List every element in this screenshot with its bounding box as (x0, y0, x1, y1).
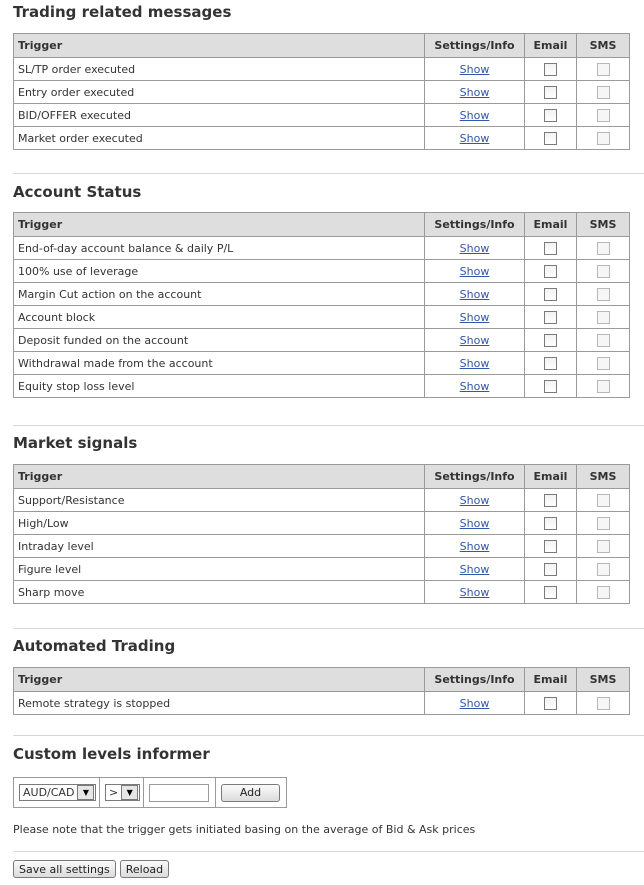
sms-checkbox (597, 494, 610, 507)
email-column-header: Email (525, 668, 577, 692)
pair-cell (14, 778, 100, 807)
show-link[interactable]: Show (459, 333, 490, 347)
sms-checkbox (597, 63, 610, 76)
section-title: Account Status (13, 183, 142, 201)
show-link[interactable]: Show (459, 493, 490, 507)
email-column-header: Email (525, 213, 577, 237)
trigger-label: Intraday level (14, 535, 425, 558)
currency-pair-value: AUD/CAD (23, 786, 75, 799)
sms-cell (577, 352, 630, 375)
operator-cell (100, 778, 144, 807)
sms-checkbox (597, 288, 610, 301)
email-cell (525, 104, 577, 127)
save-all-settings-button[interactable]: Save all settings (13, 860, 116, 878)
section-divider (13, 851, 644, 852)
email-cell (525, 558, 577, 581)
table-header-row (14, 213, 630, 237)
settings-cell (425, 512, 525, 535)
average-price-note: Please note that the trigger gets initiated basing on the average of Bid & Ask prices (13, 823, 476, 836)
chevron-down-icon[interactable]: ▼ (77, 785, 94, 800)
add-button[interactable]: Add (221, 784, 280, 802)
trigger-label: Account block (14, 306, 425, 329)
sms-checkbox (597, 109, 610, 122)
show-link[interactable]: Show (459, 85, 490, 99)
trigger-label: 100% use of leverage (14, 260, 425, 283)
table-row (14, 58, 630, 81)
email-checkbox[interactable] (544, 380, 557, 393)
settings-cell (425, 260, 525, 283)
email-checkbox[interactable] (544, 86, 557, 99)
email-column-header: Email (525, 465, 577, 489)
trigger-label: Deposit funded on the account (14, 329, 425, 352)
email-cell (525, 127, 577, 150)
trigger-label: Margin Cut action on the account (14, 283, 425, 306)
sms-checkbox (597, 697, 610, 710)
settings-cell (425, 127, 525, 150)
section-title: Market signals (13, 434, 138, 452)
show-link[interactable]: Show (459, 585, 490, 599)
operator-select[interactable] (105, 784, 140, 801)
email-cell (525, 260, 577, 283)
trigger-rows (14, 692, 630, 715)
sms-column-header: SMS (577, 465, 630, 489)
email-cell (525, 306, 577, 329)
show-link[interactable]: Show (459, 310, 490, 324)
sms-checkbox (597, 380, 610, 393)
sms-cell (577, 104, 630, 127)
show-link[interactable]: Show (459, 539, 490, 553)
show-link[interactable]: Show (459, 696, 490, 710)
settings-column-header: Settings/Info (425, 213, 525, 237)
section-divider (13, 425, 644, 426)
trigger-table (13, 212, 630, 398)
sms-cell (577, 260, 630, 283)
email-column-header: Email (525, 34, 577, 58)
table-row (14, 512, 630, 535)
settings-cell (425, 104, 525, 127)
table-row (14, 104, 630, 127)
sms-checkbox (597, 265, 610, 278)
sms-checkbox (597, 517, 610, 530)
table-header-row (14, 34, 630, 58)
settings-cell (425, 692, 525, 715)
level-input[interactable] (149, 784, 209, 802)
show-link[interactable]: Show (459, 516, 490, 530)
email-checkbox[interactable] (544, 109, 557, 122)
email-checkbox[interactable] (544, 586, 557, 599)
sms-cell (577, 283, 630, 306)
trigger-column-header: Trigger (14, 34, 425, 58)
footer-actions (13, 860, 169, 878)
table-row (14, 558, 630, 581)
email-checkbox[interactable] (544, 311, 557, 324)
sms-checkbox (597, 86, 610, 99)
trigger-label: Withdrawal made from the account (14, 352, 425, 375)
trigger-label: BID/OFFER executed (14, 104, 425, 127)
table-row (14, 581, 630, 604)
trigger-label: Figure level (14, 558, 425, 581)
sms-cell (577, 127, 630, 150)
sms-cell (577, 581, 630, 604)
email-cell (525, 283, 577, 306)
trigger-label: Entry order executed (14, 81, 425, 104)
sms-cell (577, 329, 630, 352)
trigger-table (13, 464, 630, 604)
settings-cell (425, 535, 525, 558)
operator-value: > (109, 786, 119, 799)
sms-checkbox (597, 242, 610, 255)
trigger-column-header: Trigger (14, 213, 425, 237)
table-header-row (14, 465, 630, 489)
table-row (14, 692, 630, 715)
table-row (14, 81, 630, 104)
table-row (14, 489, 630, 512)
sms-cell (577, 535, 630, 558)
email-cell (525, 581, 577, 604)
settings-cell (425, 237, 525, 260)
section-title: Trading related messages (13, 3, 232, 21)
sms-checkbox (597, 311, 610, 324)
email-cell (525, 489, 577, 512)
email-cell (525, 512, 577, 535)
settings-column-header: Settings/Info (425, 34, 525, 58)
email-checkbox[interactable] (544, 265, 557, 278)
sms-column-header: SMS (577, 668, 630, 692)
email-checkbox[interactable] (544, 697, 557, 710)
settings-cell (425, 81, 525, 104)
table-row (14, 260, 630, 283)
show-link[interactable]: Show (459, 62, 490, 76)
email-cell (525, 81, 577, 104)
settings-cell (425, 581, 525, 604)
email-checkbox[interactable] (544, 63, 557, 76)
email-checkbox[interactable] (544, 540, 557, 553)
email-cell (525, 375, 577, 398)
table-row (14, 535, 630, 558)
email-cell (525, 692, 577, 715)
table-row (14, 306, 630, 329)
settings-cell (425, 558, 525, 581)
sms-checkbox (597, 586, 610, 599)
chevron-down-icon[interactable]: ▼ (121, 785, 138, 800)
trigger-label: SL/TP order executed (14, 58, 425, 81)
settings-cell (425, 283, 525, 306)
email-cell (525, 352, 577, 375)
table-row (14, 127, 630, 150)
email-cell (525, 535, 577, 558)
sms-checkbox (597, 334, 610, 347)
email-cell (525, 237, 577, 260)
show-link[interactable]: Show (459, 562, 490, 576)
sms-cell (577, 375, 630, 398)
trigger-table (13, 33, 630, 150)
table-row (14, 237, 630, 260)
email-checkbox[interactable] (544, 494, 557, 507)
show-link[interactable]: Show (459, 264, 490, 278)
table-header-row (14, 668, 630, 692)
show-link[interactable]: Show (459, 131, 490, 145)
trigger-rows (14, 489, 630, 604)
section-divider (13, 735, 644, 736)
settings-cell (425, 352, 525, 375)
reload-button[interactable]: Reload (120, 860, 169, 878)
sms-checkbox (597, 540, 610, 553)
sms-cell (577, 58, 630, 81)
trigger-label: Equity stop loss level (14, 375, 425, 398)
sms-cell (577, 489, 630, 512)
sms-cell (577, 81, 630, 104)
settings-cell (425, 489, 525, 512)
sms-column-header: SMS (577, 34, 630, 58)
email-checkbox[interactable] (544, 242, 557, 255)
sms-checkbox (597, 357, 610, 370)
sms-cell (577, 692, 630, 715)
trigger-rows (14, 237, 630, 398)
trigger-rows (14, 58, 630, 150)
table-row (14, 375, 630, 398)
sms-cell (577, 512, 630, 535)
email-checkbox[interactable] (544, 517, 557, 530)
email-checkbox[interactable] (544, 288, 557, 301)
trigger-label: Remote strategy is stopped (14, 692, 425, 715)
settings-cell (425, 58, 525, 81)
email-cell (525, 329, 577, 352)
settings-cell (425, 306, 525, 329)
sms-checkbox (597, 563, 610, 576)
settings-column-header: Settings/Info (425, 668, 525, 692)
show-link[interactable]: Show (459, 356, 490, 370)
section-title: Custom levels informer (13, 745, 210, 763)
trigger-label: Market order executed (14, 127, 425, 150)
trigger-label: Sharp move (14, 581, 425, 604)
show-link[interactable]: Show (459, 241, 490, 255)
sms-checkbox (597, 132, 610, 145)
sms-cell (577, 306, 630, 329)
add-cell (216, 778, 286, 807)
sms-column-header: SMS (577, 213, 630, 237)
email-checkbox[interactable] (544, 132, 557, 145)
section-divider (13, 628, 644, 629)
show-link[interactable]: Show (459, 287, 490, 301)
email-checkbox[interactable] (544, 357, 557, 370)
section-divider (13, 173, 644, 174)
sms-cell (577, 237, 630, 260)
table-row (14, 329, 630, 352)
custom-level-form (13, 777, 287, 808)
email-checkbox[interactable] (544, 334, 557, 347)
show-link[interactable]: Show (459, 379, 490, 393)
show-link[interactable]: Show (459, 108, 490, 122)
trigger-table (13, 667, 630, 715)
currency-pair-select[interactable] (19, 784, 96, 801)
section-title: Automated Trading (13, 637, 176, 655)
email-checkbox[interactable] (544, 563, 557, 576)
trigger-column-header: Trigger (14, 668, 425, 692)
sms-cell (577, 558, 630, 581)
trigger-column-header: Trigger (14, 465, 425, 489)
trigger-label: Support/Resistance (14, 489, 425, 512)
settings-cell (425, 375, 525, 398)
email-cell (525, 58, 577, 81)
level-cell (144, 778, 216, 807)
table-row (14, 352, 630, 375)
trigger-label: End-of-day account balance & daily P/L (14, 237, 425, 260)
settings-column-header: Settings/Info (425, 465, 525, 489)
table-row (14, 283, 630, 306)
trigger-label: High/Low (14, 512, 425, 535)
settings-cell (425, 329, 525, 352)
